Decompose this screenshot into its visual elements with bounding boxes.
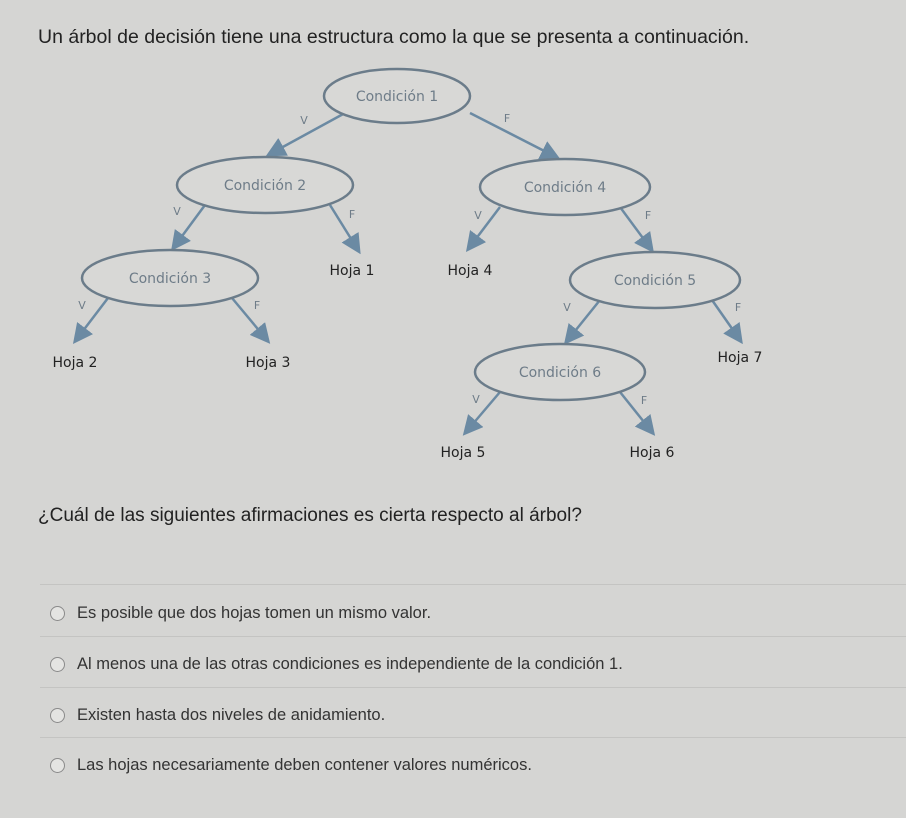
node-c1-label: Condición 1 bbox=[355, 89, 439, 105]
option-4[interactable] bbox=[50, 756, 532, 775]
leaf-h4: Hoja 4 bbox=[447, 263, 493, 279]
edge-label-v: V bbox=[78, 299, 86, 312]
leaf-h2: Hoja 2 bbox=[52, 355, 98, 371]
node-c2-label: Condición 2 bbox=[223, 178, 307, 194]
edge-label-v: V bbox=[472, 393, 480, 406]
option-2[interactable] bbox=[50, 655, 623, 674]
edge-label-f: F bbox=[348, 208, 356, 221]
edge-label-v: V bbox=[300, 114, 308, 127]
edge-c1-c4 bbox=[470, 113, 556, 157]
option-1[interactable] bbox=[50, 604, 431, 623]
radio-button[interactable] bbox=[50, 708, 65, 723]
edge-label-f: F bbox=[503, 112, 511, 125]
radio-button[interactable] bbox=[50, 606, 65, 621]
node-c3-label: Condición 3 bbox=[128, 271, 212, 287]
leaf-h1: Hoja 1 bbox=[329, 263, 375, 279]
edge-c5-c6 bbox=[567, 300, 600, 341]
divider bbox=[40, 636, 906, 637]
edge-label-f: F bbox=[644, 209, 652, 222]
question-text: ¿Cuál de las siguientes afirmaciones es cierta respecto al árbol? bbox=[38, 505, 582, 526]
edge-label-f: F bbox=[253, 299, 261, 312]
edge-c6-h6 bbox=[620, 392, 652, 432]
divider bbox=[40, 687, 906, 688]
option-label: Es posible que dos hojas tomen un mismo valor. bbox=[77, 604, 432, 622]
edge-label-v: V bbox=[563, 301, 571, 314]
edge-label-v: V bbox=[173, 205, 181, 218]
edge-label-f: F bbox=[734, 301, 742, 314]
option-label: Existen hasta dos niveles de anidamiento. bbox=[77, 706, 386, 724]
node-c4-label: Condición 4 bbox=[523, 180, 607, 196]
divider bbox=[40, 584, 906, 585]
option-label: Al menos una de las otras condiciones es independiente de la condición 1. bbox=[77, 655, 623, 673]
intro-text: Un árbol de decisión tiene una estructura como la que se presenta a continuación. bbox=[38, 26, 750, 48]
option-label: Las hojas necesariamente deben contener valores numéricos. bbox=[77, 756, 532, 774]
leaf-h7: Hoja 7 bbox=[717, 350, 763, 366]
edge-label-f: F bbox=[640, 394, 648, 407]
node-c6-label: Condición 6 bbox=[518, 365, 602, 381]
leaf-h5: Hoja 5 bbox=[440, 445, 486, 461]
radio-button[interactable] bbox=[50, 657, 65, 672]
leaf-h6: Hoja 6 bbox=[629, 445, 675, 461]
edge-c3-h3 bbox=[232, 298, 267, 340]
edge-c6-h5 bbox=[466, 392, 500, 432]
radio-button[interactable] bbox=[50, 758, 65, 773]
divider bbox=[40, 737, 906, 738]
option-3[interactable] bbox=[50, 706, 385, 725]
leaf-h3: Hoja 3 bbox=[245, 355, 291, 371]
node-c5-label: Condición 5 bbox=[613, 273, 697, 289]
edge-label-v: V bbox=[474, 209, 482, 222]
